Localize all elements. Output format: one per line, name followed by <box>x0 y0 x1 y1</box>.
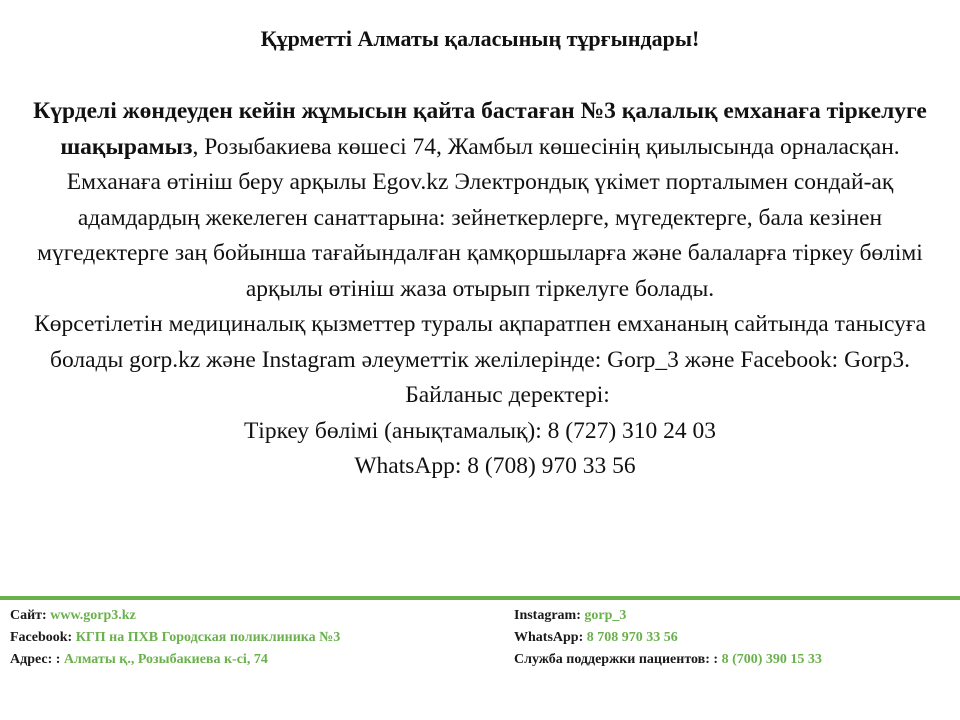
footer-facebook-label: Facebook: <box>10 630 73 645</box>
footer-facebook-link[interactable]: КГП на ПХВ Городская поликлиника №3 <box>75 630 341 645</box>
footer-right-column <box>514 605 959 671</box>
footer-divider <box>0 596 960 600</box>
footer-address-label: Адрес: : <box>10 652 61 667</box>
footer-support-label: Служба поддержки пациентов: : <box>514 652 719 667</box>
contacts-whatsapp-phone: WhatsApp: 8 (708) 970 33 56 <box>354 453 636 479</box>
footer-instagram-link[interactable]: gorp_3 <box>584 608 627 623</box>
footer-whatsapp-row <box>514 627 959 649</box>
footer-whatsapp-link[interactable]: 8 708 970 33 56 <box>586 630 678 645</box>
footer-address-value: Алматы қ., Розыбакиева к-сі, 74 <box>63 652 268 667</box>
contacts-registry-phone: Тіркеу бөлімі (анықтамалық): 8 (727) 310 24 03 <box>243 417 717 444</box>
footer-facebook-row <box>10 627 510 649</box>
invite-paragraph <box>10 94 950 165</box>
contacts-heading: Байланыс деректері: <box>405 382 610 408</box>
announcement-body <box>10 94 950 485</box>
footer-instagram-label: Instagram: <box>514 608 581 623</box>
footer-site-label: Сайт: <box>10 608 47 623</box>
info-paragraph: Көрсетілетін медициналық қызметтер туралы ақпаратпен емхананың сайтында танысуға болады gorp.kz және Instagram әлеуметтік желілерінде: Gorp_3 және Facebook: Gorp3. <box>34 311 926 373</box>
footer-left-column <box>10 605 510 671</box>
footer-site-link[interactable]: www.gorp3.kz <box>50 608 136 623</box>
footer-site-row <box>10 605 510 627</box>
contacts-block <box>10 378 950 485</box>
footer-whatsapp-label: WhatsApp: <box>514 630 584 645</box>
footer-instagram-row <box>514 605 959 627</box>
registration-paragraph: Емханаға өтініш беру арқылы Egov.kz Электрондық үкімет порталымен сондай-ақ адамдардың жекелеген санаттарына: зейнеткерлерге, мүгедектерге, бала кезінен мүгедектерге заң бойынша тағайындалған қамқоршыларға және балаларға тіркеу бөлімі арқылы өтініш жаза отырып тіркелуге болады. <box>37 169 923 302</box>
footer-support-row <box>514 649 959 671</box>
footer-address-row <box>10 649 510 671</box>
invite-rest-text: , Розыбакиева көшесі 74, Жамбыл көшесінің қиылысында орналасқан. <box>192 133 900 160</box>
footer-support-phone[interactable]: 8 (700) 390 15 33 <box>721 652 822 667</box>
invite-bold-text: Күрделі жөндеуден кейін жұмысын қайта бастаған №3 қалалық емханаға тіркелуге шақырамыз <box>33 98 927 160</box>
page-title: Құрметті Алматы қаласының тұрғындары! <box>260 26 700 51</box>
